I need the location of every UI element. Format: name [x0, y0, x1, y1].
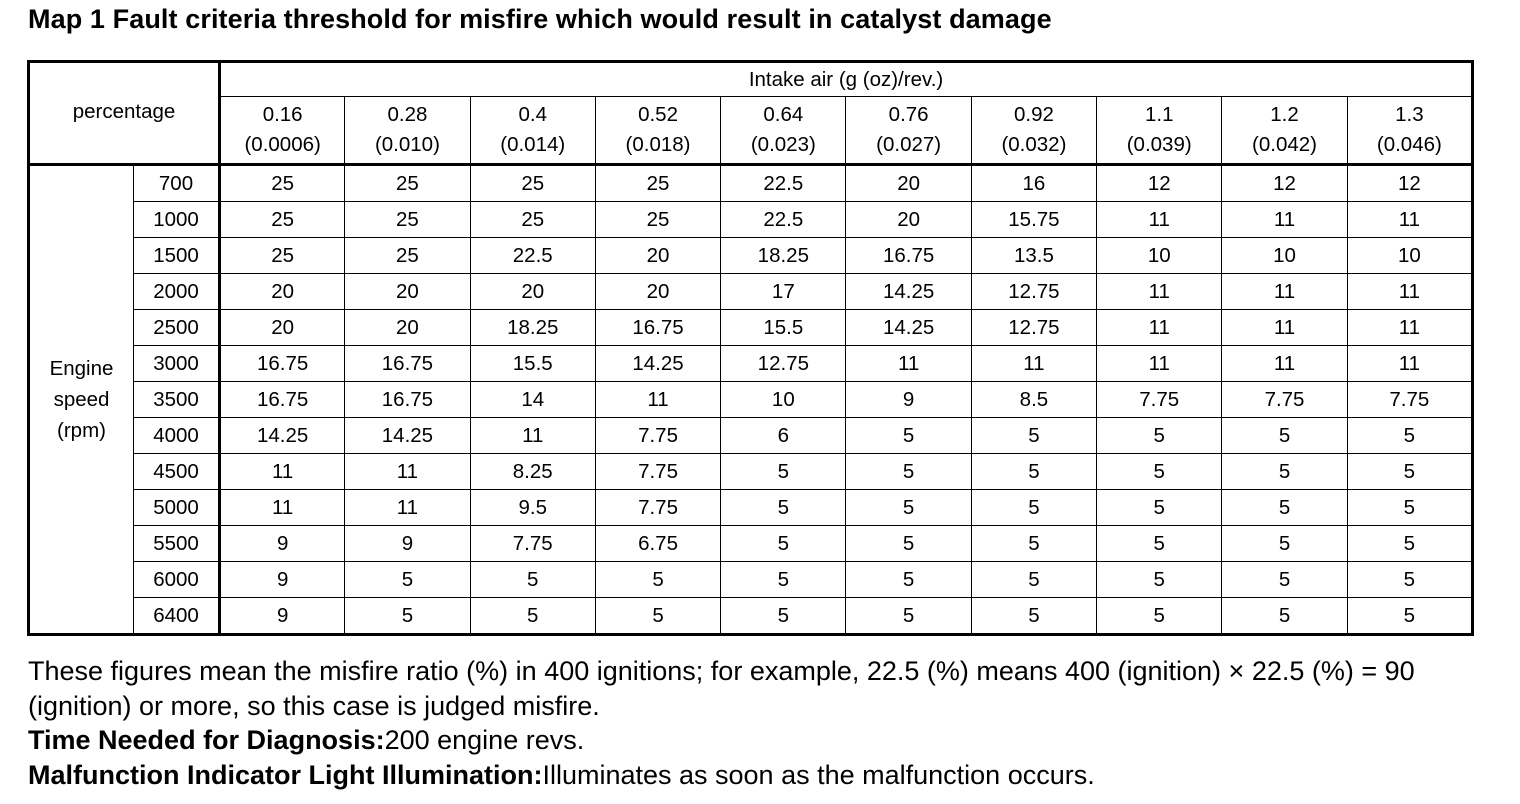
threshold-cell: 11 [220, 490, 345, 526]
threshold-cell: 5 [846, 526, 971, 562]
threshold-cell: 5 [721, 490, 846, 526]
threshold-cell: 11 [470, 418, 595, 454]
intake-air-oz-value: (0.023) [750, 133, 816, 156]
threshold-cell: 5 [1097, 418, 1222, 454]
threshold-cell: 5 [345, 562, 470, 598]
threshold-cell: 7.75 [1222, 382, 1347, 418]
intake-air-column-header [345, 97, 470, 165]
threshold-cell: 5 [595, 562, 720, 598]
threshold-cell: 16 [971, 165, 1096, 202]
table-row [29, 202, 1473, 238]
table-row [29, 598, 1473, 635]
threshold-cell: 10 [1222, 238, 1347, 274]
threshold-cell: 5 [971, 526, 1096, 562]
rpm-cell: 3000 [134, 346, 220, 382]
threshold-cell: 5 [1347, 454, 1472, 490]
threshold-cell: 20 [220, 310, 345, 346]
mil-label: Malfunction Indicator Light Illumination: [28, 759, 543, 790]
threshold-cell: 5 [846, 598, 971, 635]
intake-air-oz-value: (0.042) [1252, 133, 1317, 156]
diagnosis-time-label: Time Needed for Diagnosis: [28, 725, 385, 755]
threshold-cell: 5 [1097, 598, 1222, 635]
threshold-cell: 5 [846, 454, 971, 490]
threshold-cell: 11 [1097, 202, 1222, 238]
threshold-cell: 10 [1097, 238, 1222, 274]
intake-air-g-value: 1.3 [1395, 103, 1424, 126]
threshold-cell: 11 [1222, 274, 1347, 310]
rpm-cell: 4000 [134, 418, 220, 454]
intake-air-oz-value: (0.032) [1001, 133, 1067, 156]
threshold-cell: 22.5 [470, 238, 595, 274]
threshold-cell: 5 [721, 598, 846, 635]
threshold-cell: 6.75 [595, 526, 720, 562]
threshold-cell: 5 [846, 562, 971, 598]
intake-air-oz-value: (0.010) [374, 133, 440, 156]
threshold-cell: 10 [721, 382, 846, 418]
intake-air-oz-value: (0.0006) [244, 133, 321, 156]
table-row [29, 454, 1473, 490]
threshold-cell: 9 [345, 526, 470, 562]
threshold-cell: 16.75 [220, 382, 345, 418]
intake-air-column-header [1347, 97, 1472, 165]
table-row [29, 418, 1473, 454]
threshold-cell: 25 [595, 165, 720, 202]
threshold-cell: 10 [1347, 238, 1472, 274]
threshold-cell: 11 [1347, 310, 1472, 346]
rpm-cell: 2500 [134, 310, 220, 346]
threshold-cell: 14.25 [846, 274, 971, 310]
threshold-cell: 17 [721, 274, 846, 310]
threshold-cell: 5 [470, 598, 595, 635]
intake-air-column-header [721, 97, 846, 165]
threshold-cell: 9 [220, 526, 345, 562]
intake-air-column-header [846, 97, 971, 165]
threshold-cell: 20 [595, 274, 720, 310]
threshold-cell: 25 [470, 202, 595, 238]
threshold-cell: 11 [1097, 274, 1222, 310]
threshold-cell: 5 [1097, 562, 1222, 598]
threshold-cell: 11 [1097, 310, 1222, 346]
threshold-cell: 5 [1222, 526, 1347, 562]
threshold-cell: 12.75 [971, 310, 1096, 346]
threshold-cell: 20 [220, 274, 345, 310]
rpm-cell: 6400 [134, 598, 220, 635]
threshold-cell: 14.25 [345, 418, 470, 454]
threshold-cell: 5 [1097, 454, 1222, 490]
explanation-text: These figures mean the misfire ratio (%) in 400 ignitions; for example, 22.5 (%) means 400 (ignition) × 22.5 (%) = 90 (ignition) or more, so this case is judged misfire. [28, 656, 1415, 721]
threshold-cell: 11 [1222, 310, 1347, 346]
threshold-cell: 5 [1222, 454, 1347, 490]
threshold-cell: 20 [345, 310, 470, 346]
threshold-cell: 11 [595, 382, 720, 418]
threshold-cell: 5 [1222, 418, 1347, 454]
threshold-cell: 25 [220, 165, 345, 202]
threshold-cell: 7.75 [595, 454, 720, 490]
intake-air-oz-value: (0.027) [876, 133, 942, 156]
intake-air-column-header [971, 97, 1096, 165]
intake-air-g-value: 0.64 [763, 103, 804, 126]
threshold-cell: 16.75 [846, 238, 971, 274]
threshold-cell: 22.5 [721, 165, 846, 202]
table-row [29, 562, 1473, 598]
threshold-cell: 5 [345, 598, 470, 635]
threshold-cell: 14.25 [220, 418, 345, 454]
threshold-cell: 11 [1347, 202, 1472, 238]
engine-speed-label-line: (rpm) [57, 419, 106, 442]
threshold-cell: 11 [1222, 202, 1347, 238]
notes [28, 654, 1488, 792]
diagnosis-time-line [28, 723, 1488, 758]
threshold-cell: 25 [470, 165, 595, 202]
threshold-cell: 11 [220, 454, 345, 490]
intake-air-oz-value: (0.014) [500, 133, 566, 156]
threshold-cell: 16.75 [220, 346, 345, 382]
intake-air-g-value: 0.4 [518, 103, 547, 126]
threshold-cell: 11 [846, 346, 971, 382]
threshold-cell: 15.5 [470, 346, 595, 382]
threshold-cell: 5 [1097, 490, 1222, 526]
threshold-cell: 15.5 [721, 310, 846, 346]
threshold-cell: 7.75 [470, 526, 595, 562]
table-row [29, 274, 1473, 310]
threshold-cell: 5 [1347, 526, 1472, 562]
threshold-cell: 5 [1347, 418, 1472, 454]
mil-line [28, 758, 1488, 793]
threshold-cell: 5 [1097, 526, 1222, 562]
intake-air-column-header [220, 97, 345, 165]
threshold-cell: 14 [470, 382, 595, 418]
threshold-cell: 5 [721, 454, 846, 490]
rpm-cell: 1000 [134, 202, 220, 238]
threshold-cell: 18.25 [470, 310, 595, 346]
intake-air-oz-value: (0.046) [1376, 133, 1442, 156]
intake-air-g-value: 1.1 [1144, 103, 1174, 126]
table-row [29, 310, 1473, 346]
rpm-cell: 6000 [134, 562, 220, 598]
threshold-cell: 12 [1097, 165, 1222, 202]
threshold-cell: 12.75 [721, 346, 846, 382]
threshold-cell: 11 [345, 490, 470, 526]
intake-air-g-value: 0.16 [262, 103, 303, 126]
rpm-cell: 4500 [134, 454, 220, 490]
table-row [29, 346, 1473, 382]
threshold-cell: 8.25 [470, 454, 595, 490]
threshold-cell: 5 [971, 562, 1096, 598]
engine-speed-label [29, 165, 134, 635]
threshold-cell: 7.75 [1347, 382, 1472, 418]
rpm-cell: 1500 [134, 238, 220, 274]
threshold-cell: 5 [971, 490, 1096, 526]
misfire-threshold-table [27, 60, 1474, 636]
engine-speed-label-line: Engine [49, 357, 114, 380]
threshold-cell: 5 [971, 598, 1096, 635]
intake-air-column-header [470, 97, 595, 165]
threshold-cell: 20 [345, 274, 470, 310]
threshold-cell: 25 [345, 238, 470, 274]
table-row [29, 165, 1473, 202]
threshold-cell: 5 [846, 490, 971, 526]
intake-air-g-value: 0.52 [638, 103, 678, 126]
engine-speed-label-line: speed [53, 388, 110, 411]
rpm-cell: 5500 [134, 526, 220, 562]
threshold-cell: 5 [846, 418, 971, 454]
threshold-cell: 5 [721, 562, 846, 598]
intake-air-column-header [595, 97, 720, 165]
threshold-cell: 9 [846, 382, 971, 418]
rpm-cell: 5000 [134, 490, 220, 526]
threshold-cell: 8.5 [971, 382, 1096, 418]
threshold-cell: 20 [846, 165, 971, 202]
threshold-cell: 14.25 [595, 346, 720, 382]
threshold-cell: 20 [470, 274, 595, 310]
threshold-cell: 7.75 [595, 418, 720, 454]
threshold-cell: 14.25 [846, 310, 971, 346]
threshold-cell: 18.25 [721, 238, 846, 274]
threshold-cell: 16.75 [345, 346, 470, 382]
threshold-cell: 5 [595, 598, 720, 635]
corner-label: percentage [29, 62, 220, 165]
threshold-cell: 13.5 [971, 238, 1096, 274]
threshold-cell: 16.75 [345, 382, 470, 418]
intake-air-column-header [1097, 97, 1222, 165]
threshold-cell: 5 [1222, 562, 1347, 598]
threshold-cell: 15.75 [971, 202, 1096, 238]
threshold-cell: 25 [220, 202, 345, 238]
threshold-cell: 5 [470, 562, 595, 598]
threshold-cell: 5 [721, 526, 846, 562]
threshold-cell: 12 [1347, 165, 1472, 202]
threshold-cell: 11 [1097, 346, 1222, 382]
rpm-cell: 700 [134, 165, 220, 202]
threshold-cell: 9 [220, 562, 345, 598]
rpm-cell: 2000 [134, 274, 220, 310]
threshold-cell: 5 [1222, 490, 1347, 526]
mil-value: Illuminates as soon as the malfunction occurs. [542, 759, 1095, 790]
table-row [29, 382, 1473, 418]
threshold-cell: 16.75 [595, 310, 720, 346]
threshold-cell: 6 [721, 418, 846, 454]
rpm-cell: 3500 [134, 382, 220, 418]
threshold-cell: 20 [846, 202, 971, 238]
threshold-cell: 5 [971, 418, 1096, 454]
threshold-cell: 5 [1347, 490, 1472, 526]
intake-air-g-value: 1.2 [1270, 103, 1299, 126]
table-row [29, 526, 1473, 562]
diagnosis-time-value: 200 engine revs. [384, 725, 585, 755]
threshold-cell: 5 [1347, 562, 1472, 598]
threshold-cell: 5 [1347, 598, 1472, 635]
threshold-cell: 5 [971, 454, 1096, 490]
intake-air-g-value: 0.92 [1013, 103, 1054, 126]
intake-air-oz-value: (0.039) [1126, 133, 1192, 156]
threshold-cell: 11 [971, 346, 1096, 382]
threshold-cell: 12.75 [971, 274, 1096, 310]
threshold-cell: 5 [1222, 598, 1347, 635]
intake-air-oz-value: (0.018) [625, 133, 691, 156]
threshold-cell: 9.5 [470, 490, 595, 526]
page-title: Map 1 Fault criteria threshold for misfire which would result in catalyst damage [28, 4, 1052, 34]
threshold-cell: 11 [1222, 346, 1347, 382]
threshold-cell: 22.5 [721, 202, 846, 238]
threshold-cell: 12 [1222, 165, 1347, 202]
threshold-cell: 25 [595, 202, 720, 238]
intake-air-header: Intake air (g (oz)/rev.) [220, 62, 1473, 97]
intake-air-g-value: 0.28 [387, 103, 428, 126]
intake-air-column-header [1222, 97, 1347, 165]
threshold-cell: 20 [595, 238, 720, 274]
threshold-cell: 7.75 [1097, 382, 1222, 418]
threshold-cell: 7.75 [595, 490, 720, 526]
threshold-cell: 11 [345, 454, 470, 490]
table-row [29, 490, 1473, 526]
threshold-cell: 25 [345, 202, 470, 238]
table-row [29, 238, 1473, 274]
intake-air-g-value: 0.76 [888, 103, 929, 126]
threshold-cell: 25 [220, 238, 345, 274]
threshold-cell: 11 [1347, 274, 1472, 310]
threshold-cell: 9 [220, 598, 345, 635]
threshold-cell: 11 [1347, 346, 1472, 382]
threshold-cell: 25 [345, 165, 470, 202]
